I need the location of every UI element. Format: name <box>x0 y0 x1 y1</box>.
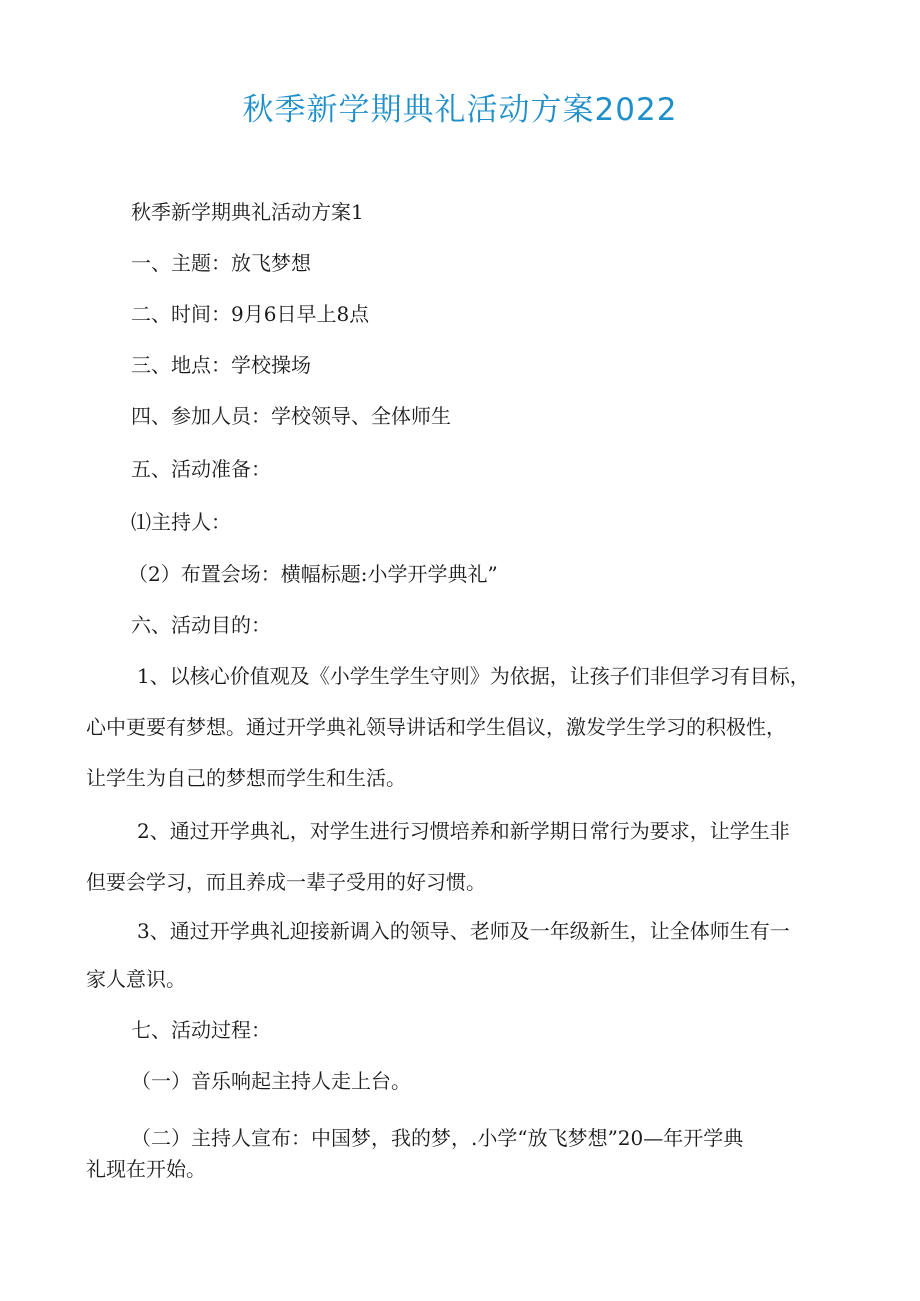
process-step-2-line-1: （二）主持人宣布：中国梦，我的梦，.小学“放飞梦想”20—年开学典 <box>131 1126 744 1150</box>
venue-line: （2）布置会场：横幅标题:小学开学典礼” <box>128 562 498 586</box>
time-line: 二、时间：9月6日早上8点 <box>131 302 370 326</box>
host-line: ⑴主持人： <box>131 510 231 534</box>
purpose-3-line-1: 3、通过开学典礼迎接新调入的领导、老师及一年级新生，让全体师生有一 <box>137 919 790 943</box>
section-heading: 秋季新学期典礼活动方案1 <box>131 200 364 224</box>
theme-line: 一、主题：放飞梦想 <box>131 251 311 275</box>
purpose-1-line-3: 让学生为自己的梦想而学生和生活。 <box>86 766 406 790</box>
purpose-2-line-2: 但要会学习，而且养成一辈子受用的好习惯。 <box>86 870 486 894</box>
purpose-1-line-1: 1、以核心价值观及《小学生学生守则》为依据，让孩子们非但学习有目标， <box>137 664 810 688</box>
document-title: 秋季新学期典礼活动方案2022 <box>242 92 678 128</box>
process-heading: 七、活动过程： <box>131 1018 271 1042</box>
purpose-heading: 六、活动目的： <box>131 613 271 637</box>
preparation-heading: 五、活动准备： <box>131 457 271 481</box>
process-step-2-line-2: 礼现在开始。 <box>86 1157 206 1181</box>
process-step-1: （一）音乐响起主持人走上台。 <box>131 1069 411 1093</box>
location-line: 三、地点：学校操场 <box>131 353 311 377</box>
purpose-2-line-1: 2、通过开学典礼，对学生进行习惯培养和新学期日常行为要求，让学生非 <box>137 819 790 843</box>
purpose-3-line-2: 家人意识。 <box>86 967 186 991</box>
purpose-1-line-2: 心中更要有梦想。通过开学典礼领导讲话和学生倡议，激发学生学习的积极性， <box>86 715 786 739</box>
participants-line: 四、参加人员：学校领导、全体师生 <box>131 404 451 428</box>
